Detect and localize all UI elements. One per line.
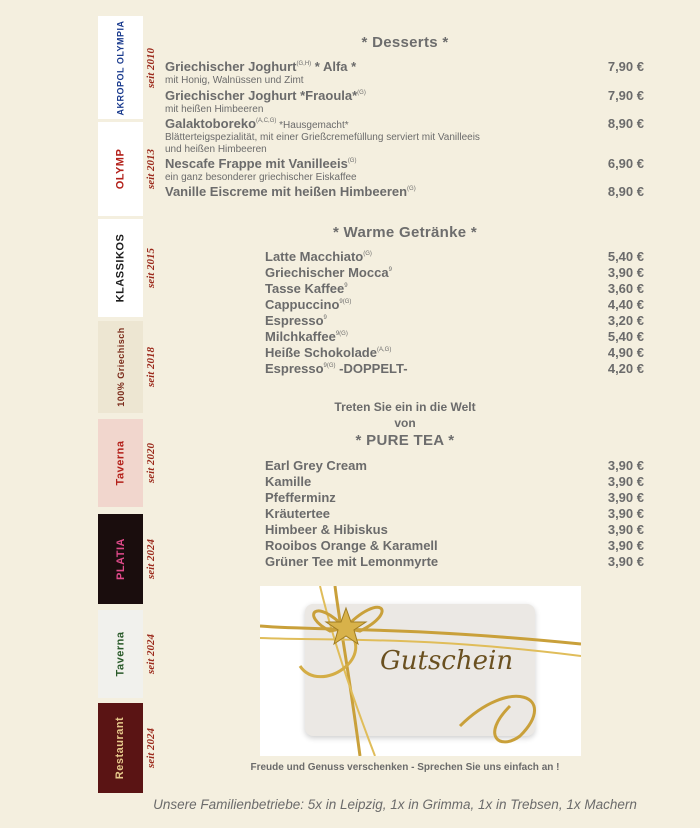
warm-drink-item bbox=[265, 345, 391, 360]
logo-akropol-olympia bbox=[98, 16, 160, 119]
logo-text: Taverna bbox=[114, 631, 127, 677]
dessert-description: mit Honig, Walnüssen und Zimt bbox=[165, 75, 304, 86]
item-title: Galaktoboreko bbox=[165, 116, 257, 131]
item-price: 3,90 € bbox=[607, 554, 644, 569]
footer-family-businesses: Unsere Familienbetriebe: 5x in Leipzig, 1x in Grimma, 1x in Trebsen, 1x Machern bbox=[153, 797, 637, 812]
item-price: 3,90 € bbox=[607, 265, 644, 280]
since-year: seit 2015 bbox=[145, 247, 158, 289]
tea-item bbox=[265, 522, 388, 537]
logo-image bbox=[98, 514, 143, 604]
pure-tea-title: * PURE TEA * bbox=[355, 432, 455, 449]
item-title: Heiße Schokolade bbox=[265, 345, 377, 360]
dessert-description: ein ganz besonderer griechischer Eiskaffee bbox=[165, 172, 357, 183]
dessert-item bbox=[165, 59, 356, 74]
item-price: 8,90 € bbox=[607, 116, 644, 131]
item-price: 4,20 € bbox=[607, 361, 644, 376]
item-title: Vanille Eiscreme mit heißen Himbeeren bbox=[165, 184, 408, 199]
dessert-item bbox=[165, 184, 416, 199]
item-title: Griechischer Mocca bbox=[265, 265, 389, 280]
item-title: Espresso bbox=[265, 361, 324, 376]
logo-image bbox=[98, 419, 143, 507]
warm-drink-item bbox=[265, 281, 348, 296]
desserts-title: * Desserts * bbox=[361, 34, 449, 51]
item-price: 7,90 € bbox=[607, 59, 644, 74]
logo-restaurant-2018 bbox=[98, 321, 160, 413]
item-price: 5,40 € bbox=[607, 249, 644, 264]
tea-item bbox=[265, 458, 367, 473]
logo-image bbox=[98, 703, 143, 793]
allergen-note: 9 bbox=[344, 283, 348, 289]
item-price: 3,60 € bbox=[607, 281, 644, 296]
dessert-description: Blätterteigspezialität, mit einer Grießcremefüllung serviert mit Vanilleeis bbox=[165, 132, 480, 143]
item-price: 3,90 € bbox=[607, 490, 644, 505]
item-title: Griechischer Joghurt bbox=[165, 59, 297, 74]
logo-image bbox=[98, 610, 143, 698]
logo-text: PLATIA bbox=[114, 538, 127, 580]
warm-drink-item bbox=[265, 361, 408, 376]
allergen-note: (A,C,G) bbox=[256, 118, 277, 124]
logo-text: Taverna bbox=[114, 440, 127, 486]
item-title: Kräutertee bbox=[265, 506, 331, 521]
voucher-image bbox=[260, 586, 581, 756]
tea-item bbox=[265, 554, 438, 569]
logo-image bbox=[98, 219, 143, 317]
allergen-note: 9 bbox=[388, 267, 392, 273]
dessert-item bbox=[165, 156, 356, 171]
logo-flamingo-2024 bbox=[98, 514, 160, 604]
tea-item bbox=[265, 506, 330, 521]
item-suffix: *Hausgemacht* bbox=[276, 120, 349, 131]
logo-image bbox=[98, 122, 143, 216]
since-year: seit 2024 bbox=[145, 727, 158, 769]
item-title: Milchkaffee bbox=[265, 329, 336, 344]
since-year: seit 2024 bbox=[145, 633, 158, 675]
item-price: 3,90 € bbox=[607, 538, 644, 553]
logo-klassikos bbox=[98, 219, 160, 317]
dessert-description-cont: und heißen Himbeeren bbox=[165, 144, 267, 155]
item-title: Griechischer Joghurt *Fraoula* bbox=[165, 88, 358, 103]
allergen-note: (A,G) bbox=[376, 347, 392, 353]
warm-drink-item bbox=[265, 265, 392, 280]
item-price: 8,90 € bbox=[607, 184, 644, 199]
logo-image bbox=[98, 321, 143, 413]
allergen-note: 9 bbox=[323, 315, 327, 321]
warm-drink-item bbox=[265, 297, 351, 312]
item-price: 7,90 € bbox=[607, 88, 644, 103]
item-title: Grüner Tee mit Lemonmyrte bbox=[265, 554, 439, 569]
item-suffix: * Alfa * bbox=[311, 59, 357, 74]
item-price: 4,90 € bbox=[607, 345, 644, 360]
allergen-note: (G,H) bbox=[296, 61, 312, 67]
allergen-note: 9(G) bbox=[323, 363, 336, 369]
item-suffix: -DOPPELT- bbox=[335, 361, 408, 376]
item-price: 4,40 € bbox=[607, 297, 644, 312]
item-price: 3,90 € bbox=[607, 506, 644, 521]
item-price: 5,40 € bbox=[607, 329, 644, 344]
dessert-item bbox=[165, 88, 366, 103]
item-price: 3,90 € bbox=[607, 522, 644, 537]
item-title: Kamille bbox=[265, 474, 312, 489]
tea-item bbox=[265, 474, 311, 489]
item-title: Pfefferminz bbox=[265, 490, 336, 505]
logo-image bbox=[98, 16, 143, 119]
item-title: Tasse Kaffee bbox=[265, 281, 345, 296]
item-title: Earl Grey Cream bbox=[265, 458, 367, 473]
since-year: seit 2010 bbox=[145, 47, 158, 88]
since-year: seit 2018 bbox=[145, 346, 158, 388]
logo-olymp bbox=[98, 122, 160, 216]
logo-text: KLASSIKOS bbox=[114, 233, 127, 303]
allergen-note: (G) bbox=[407, 186, 416, 192]
tea-item bbox=[265, 538, 438, 553]
logo-text: 100% Griechisch bbox=[115, 327, 126, 407]
item-price: 3,90 € bbox=[607, 474, 644, 489]
logo-text: OLYMP bbox=[114, 148, 127, 190]
voucher-tagline: Freude und Genuss verschenken - Sprechen Sie uns einfach an ! bbox=[250, 762, 560, 773]
warm-drink-item bbox=[265, 249, 372, 264]
allergen-note: (G) bbox=[363, 251, 372, 257]
since-year: seit 2013 bbox=[145, 148, 158, 190]
tea-item bbox=[265, 490, 336, 505]
allergen-note: (G) bbox=[347, 158, 357, 164]
since-year: seit 2020 bbox=[145, 442, 158, 484]
warm-drink-item bbox=[265, 313, 327, 328]
since-year: seit 2024 bbox=[145, 538, 158, 580]
item-title: Nescafe Frappe mit Vanilleeis bbox=[165, 156, 348, 171]
logo-taverna-2024 bbox=[98, 610, 160, 698]
voucher-word: Gutschein bbox=[380, 646, 514, 676]
item-title: Rooibos Orange & Karamell bbox=[265, 538, 438, 553]
allergen-note: 9(G) bbox=[339, 299, 352, 305]
tea-intro-line1: Treten Sie ein in die Welt bbox=[334, 400, 476, 414]
item-title: Espresso bbox=[265, 313, 324, 328]
item-price: 3,20 € bbox=[607, 313, 644, 328]
logo-restaurant-2020 bbox=[98, 419, 160, 507]
warm-drinks-title: * Warme Getränke * bbox=[332, 224, 478, 241]
allergen-note: 9(G) bbox=[335, 331, 348, 337]
logo-text: AKROPOL OLYMPIA bbox=[115, 19, 126, 116]
dessert-description: mit heißen Himbeeren bbox=[165, 104, 264, 115]
item-price: 6,90 € bbox=[607, 156, 644, 171]
item-title: Cappuccino bbox=[265, 297, 340, 312]
logo-restaurant-jannis bbox=[98, 703, 160, 793]
item-title: Latte Macchiato bbox=[265, 249, 364, 264]
logo-text: Restaurant bbox=[114, 716, 127, 780]
allergen-note: (G) bbox=[357, 90, 366, 96]
tea-intro-line2: von bbox=[394, 416, 416, 430]
dessert-item bbox=[165, 116, 349, 131]
item-title: Himbeer & Hibiskus bbox=[265, 522, 388, 537]
item-price: 3,90 € bbox=[607, 458, 644, 473]
warm-drink-item bbox=[265, 329, 348, 344]
